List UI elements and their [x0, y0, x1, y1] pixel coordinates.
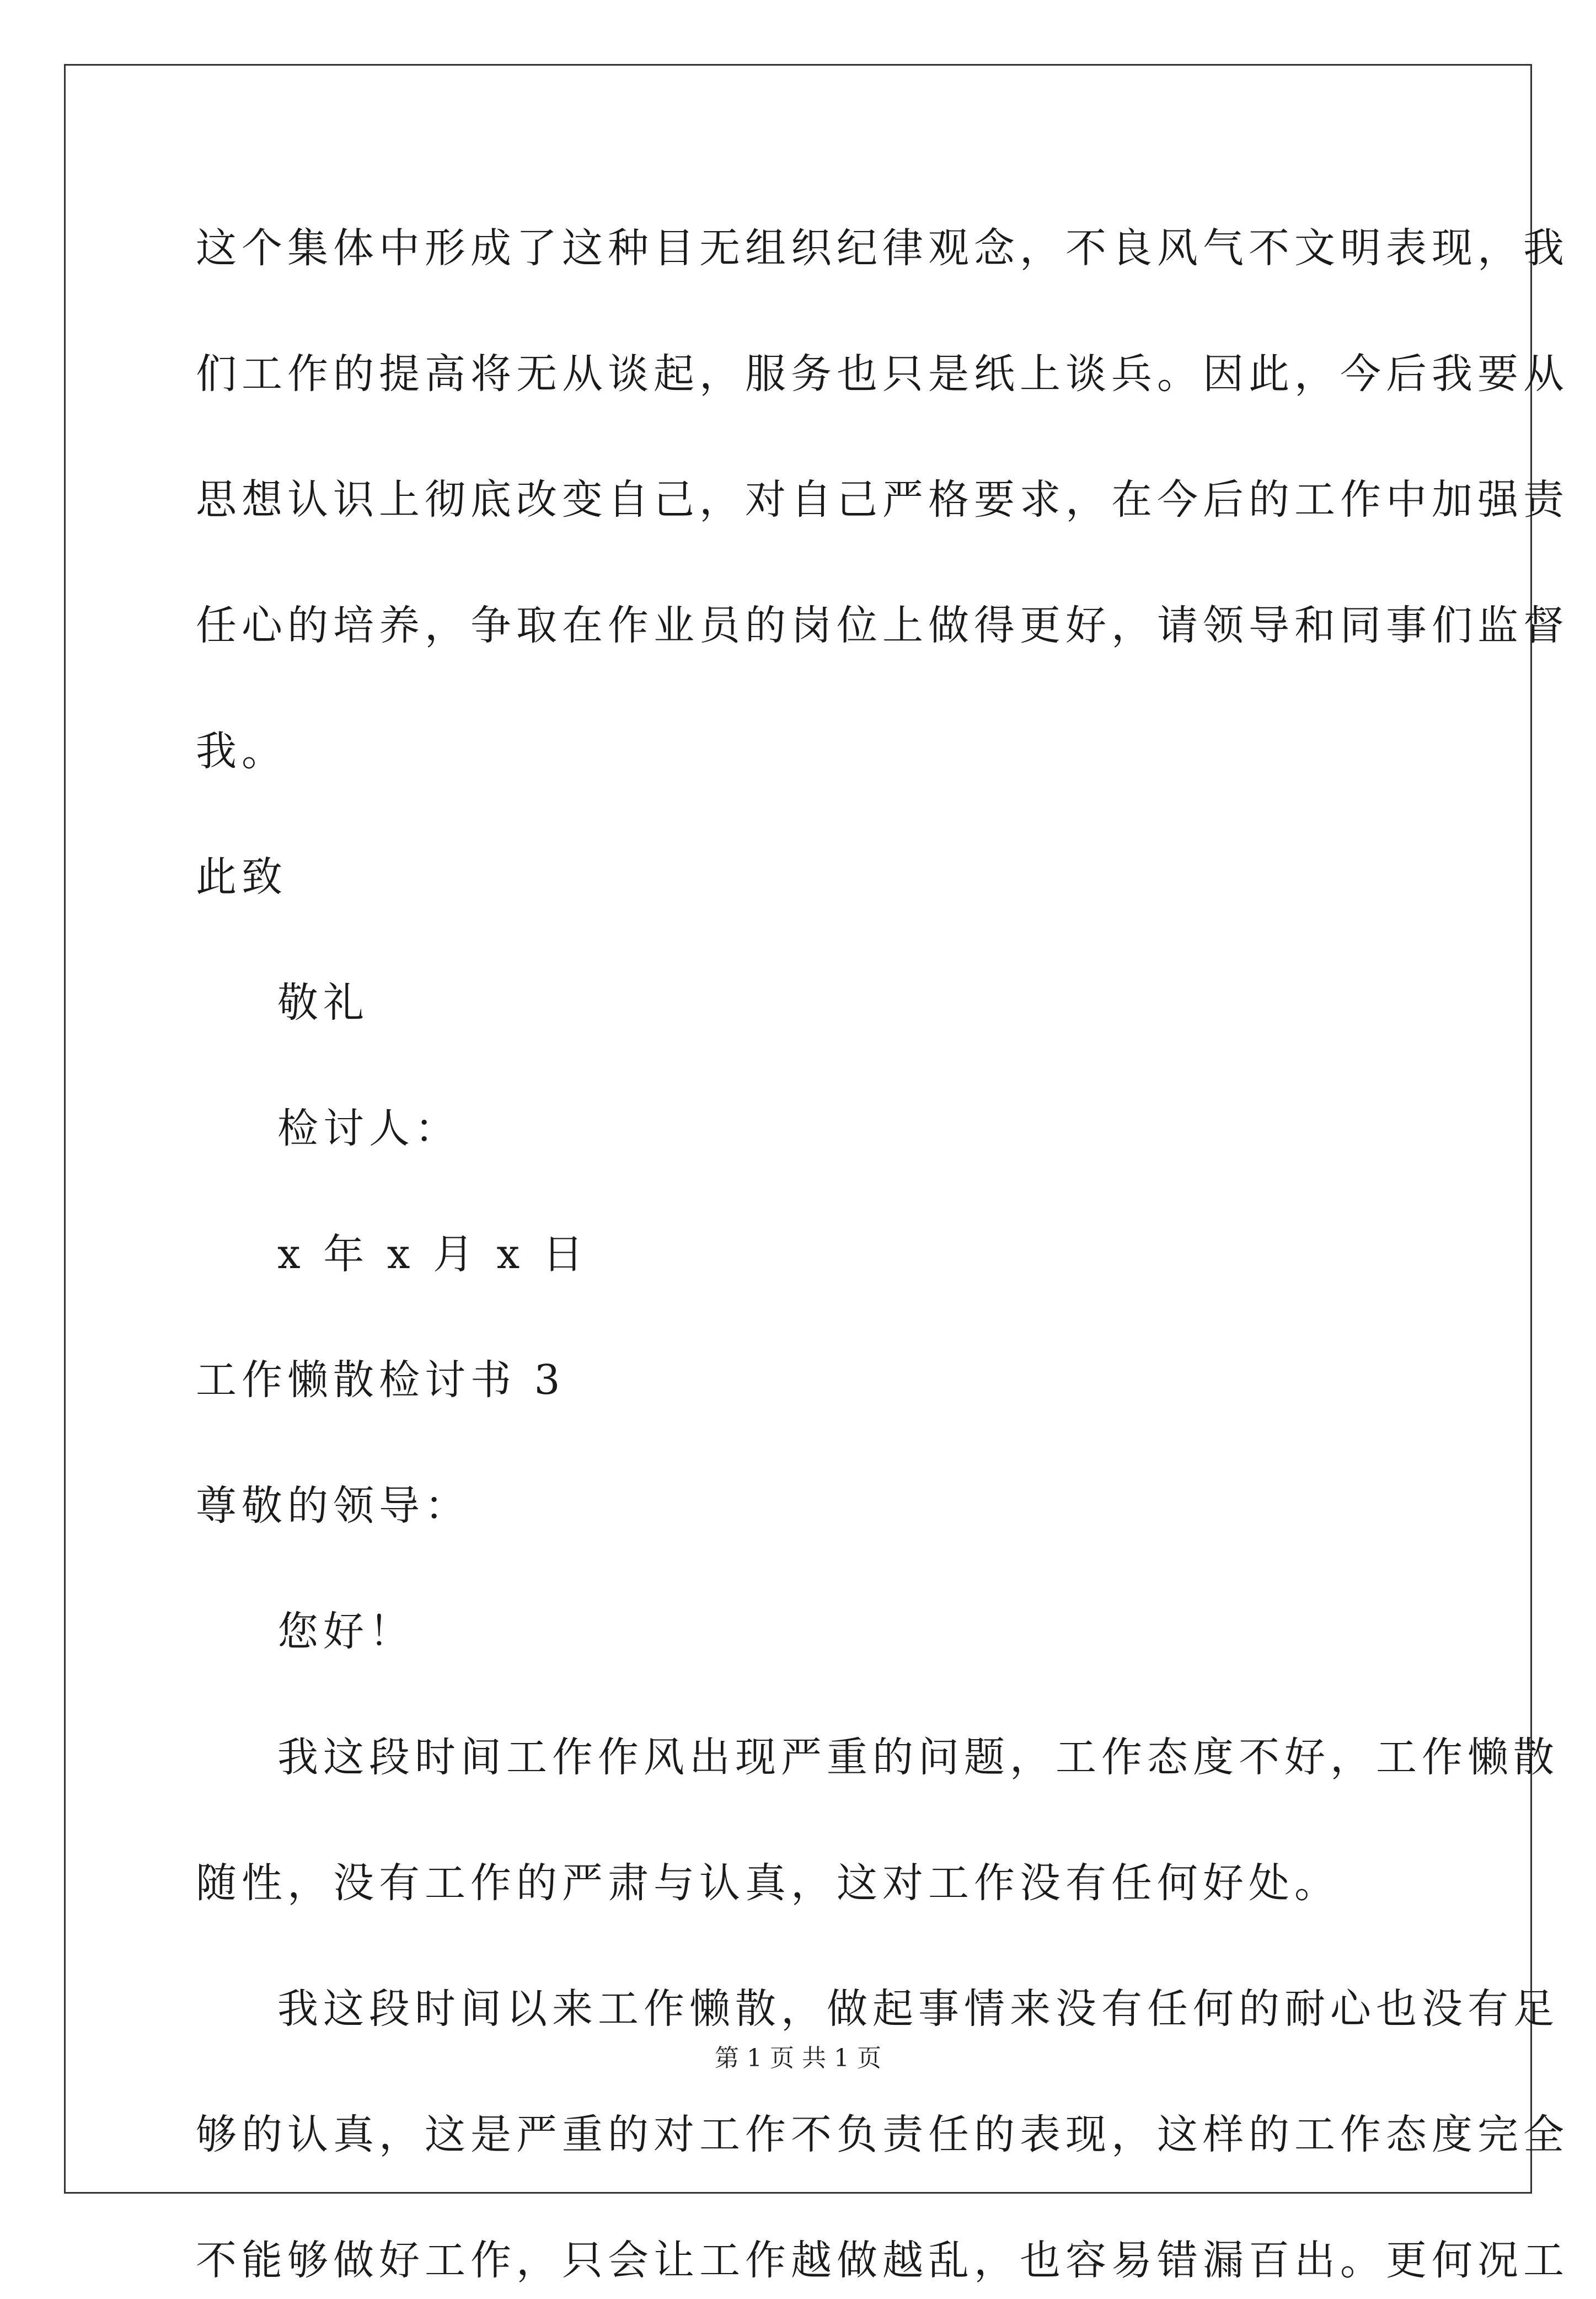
body-line: 我这段时间以来工作懒散，做起事情来没有任何的耐心也没有足 [277, 1985, 1559, 2033]
date-line: x 年 x 月 x 日 [277, 1231, 588, 1278]
greeting-line: 尊敬的领导： [196, 1482, 470, 1530]
closing-salutation: 敬礼 [277, 979, 369, 1026]
section-heading: 工作懒散检讨书 3 [196, 1356, 565, 1404]
body-line: 随性，没有工作的严肃与认真，这对工作没有任何好处。 [196, 1859, 1340, 1907]
page-number: 第 1 页 共 1 页 [715, 2044, 881, 2072]
body-line: 我这段时间工作作风出现严重的问题，工作态度不好，工作懒散 [277, 1734, 1559, 1781]
body-line: 这个集体中形成了这种目无组织纪律观念，不良风气不文明表现，我 [196, 224, 1569, 272]
body-line: 思想认识上彻底改变自己，对自己严格要求，在今后的工作中加强责 [196, 476, 1569, 523]
signature-label: 检讨人： [277, 1105, 460, 1152]
body-line: 我。 [196, 728, 287, 775]
body-line: 们工作的提高将无从谈起，服务也只是纸上谈兵。因此，今后我要从 [196, 350, 1569, 398]
body-line: 不能够做好工作，只会让工作越做越乱，也容易错漏百出。更何况工 [196, 2237, 1569, 2284]
closing-line: 此致 [196, 853, 287, 901]
body-line: 任心的培养，争取在作业员的岗位上做得更好，请领导和同事们监督 [196, 602, 1569, 649]
greeting-hello: 您好！ [277, 1608, 415, 1655]
body-line: 够的认真，这是严重的对工作不负责任的表现，这样的工作态度完全 [196, 2111, 1569, 2158]
